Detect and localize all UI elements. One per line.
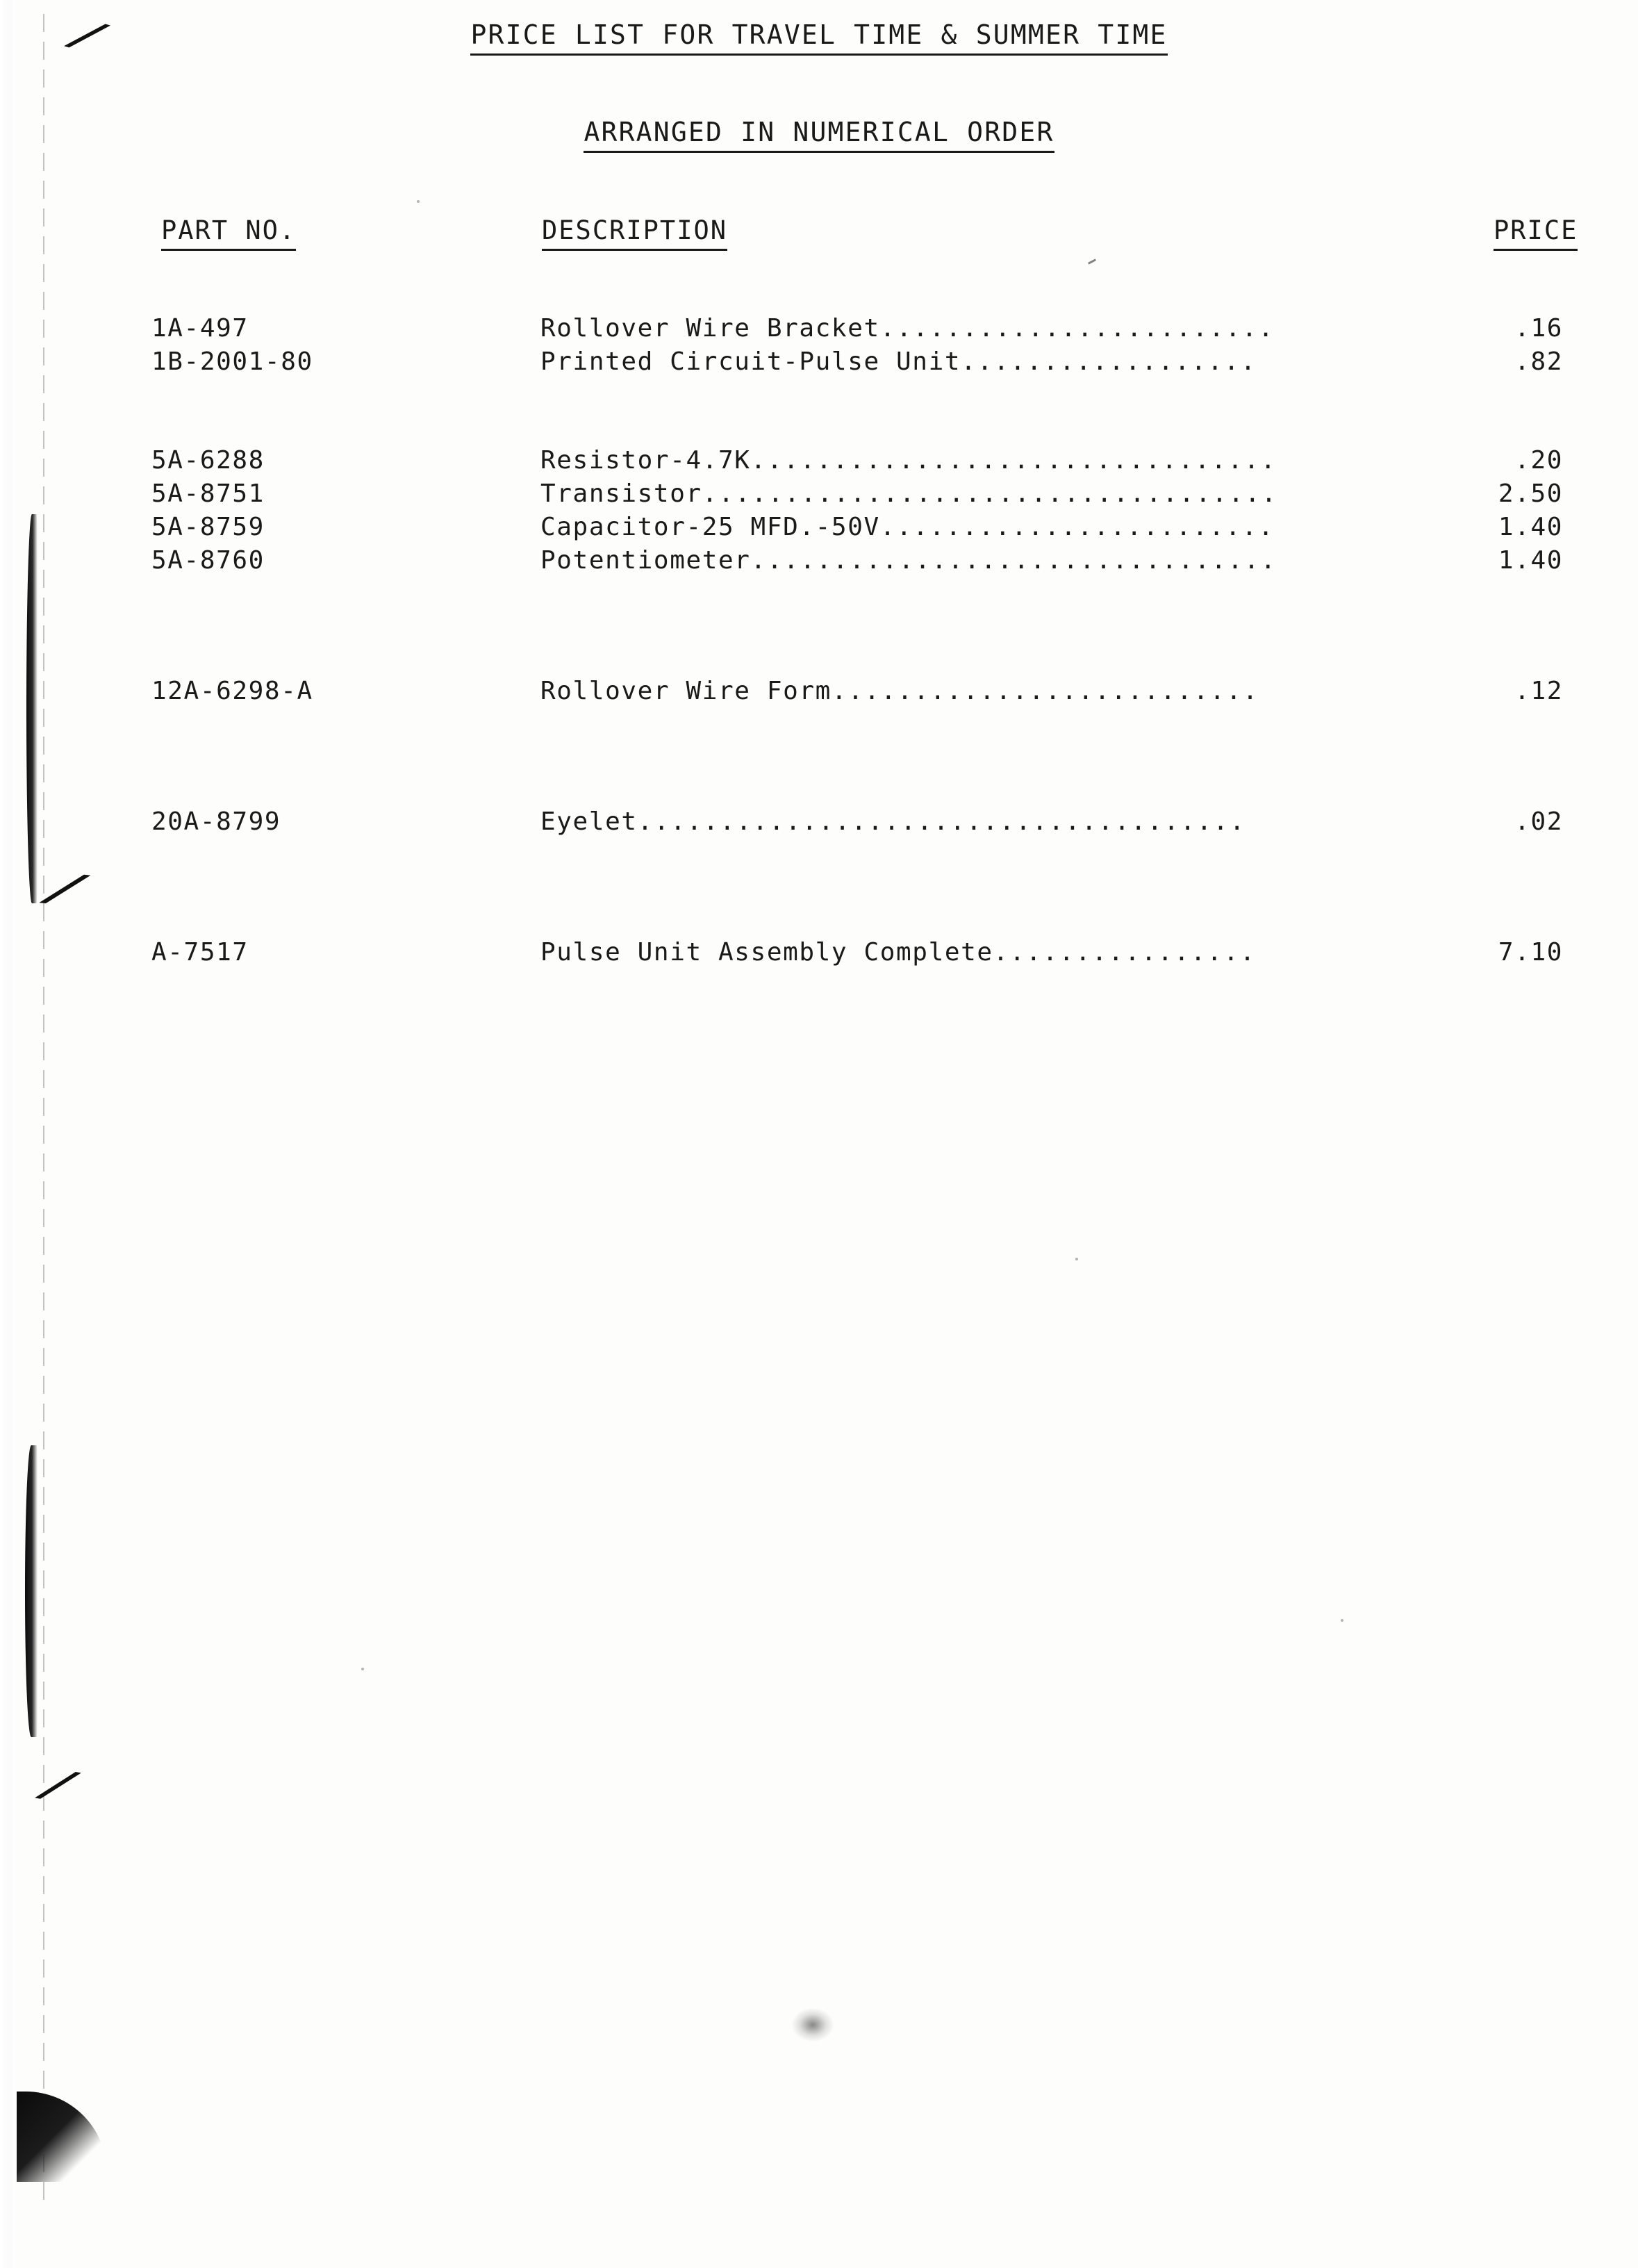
cell-part-no: 20A-8799: [151, 807, 281, 836]
pen-stroke-bottom-icon: ⁄: [47, 1759, 69, 1813]
cell-dot-leader: ................: [993, 938, 1257, 967]
document-title-text: PRICE LIST FOR TRAVEL TIME & SUMMER TIME: [470, 19, 1167, 56]
cell-price: 7.10: [1498, 938, 1563, 967]
cell-description: Resistor-4.7K: [540, 446, 751, 475]
cell-dot-leader: ...................................: [702, 479, 1278, 508]
cell-price: .82: [1514, 347, 1563, 376]
cell-price: 2.50: [1498, 479, 1563, 508]
table-row: [0, 446, 1638, 479]
table-row: [0, 677, 1638, 710]
table-row: [0, 938, 1638, 971]
cell-description: Potentiometer: [540, 546, 751, 575]
cell-description: Pulse Unit Assembly Complete: [540, 938, 993, 967]
price-list-rows: [0, 314, 1638, 971]
cell-description: Rollover Wire Form: [540, 677, 832, 705]
document-title: [0, 19, 1638, 50]
cell-description: Transistor: [540, 479, 702, 508]
cell-dot-leader: ................................: [750, 546, 1277, 575]
cell-part-no: 5A-6288: [151, 446, 265, 475]
pen-stroke-top-icon: ⁄: [74, 10, 100, 63]
cell-price: .02: [1514, 807, 1563, 836]
column-header-part-no: PART NO.: [161, 215, 296, 245]
table-row: [0, 513, 1638, 546]
cell-description: Eyelet: [540, 807, 638, 836]
document-subtitle-text: ARRANGED IN NUMERICAL ORDER: [584, 117, 1054, 153]
column-header-description: DESCRIPTION: [542, 215, 727, 245]
table-row: [0, 314, 1638, 347]
cell-part-no: 5A-8759: [151, 513, 265, 541]
cell-part-no: 1A-497: [151, 314, 249, 343]
cell-dot-leader: ........................: [879, 314, 1275, 343]
column-header-price: PRICE: [1494, 215, 1578, 245]
cell-dot-leader: ................................: [750, 446, 1277, 475]
cell-dot-leader: ........................: [879, 513, 1275, 541]
cell-description: Printed Circuit-Pulse Unit: [540, 347, 961, 376]
cell-part-no: 5A-8760: [151, 546, 265, 575]
table-row: [0, 807, 1638, 841]
document-subtitle: [0, 117, 1638, 147]
cell-part-no: 1B-2001-80: [151, 347, 313, 376]
cell-part-no: 12A-6298-A: [151, 677, 313, 705]
cell-dot-leader: .....................................: [637, 807, 1246, 836]
cell-price: .12: [1514, 677, 1563, 705]
cell-dot-leader: ..........................: [831, 677, 1259, 705]
cell-description: Rollover Wire Bracket: [540, 314, 880, 343]
cell-part-no: A-7517: [151, 938, 249, 967]
cell-part-no: 5A-8751: [151, 479, 265, 508]
cell-dot-leader: ..................: [961, 347, 1257, 376]
table-row: [0, 546, 1638, 580]
cell-price: .16: [1514, 314, 1563, 343]
row-group-gap: [0, 580, 1638, 677]
cell-price: 1.40: [1498, 513, 1563, 541]
column-headers: [0, 215, 1638, 257]
table-row: [0, 347, 1638, 381]
cell-price: .20: [1514, 446, 1563, 475]
row-group-gap: [0, 710, 1638, 807]
cell-price: 1.40: [1498, 546, 1563, 575]
cell-description: Capacitor-25 MFD.-50V: [540, 513, 880, 541]
table-row: [0, 479, 1638, 513]
row-group-gap: [0, 841, 1638, 938]
row-group-gap: [0, 381, 1638, 446]
pen-stroke-middle-icon: ⁄: [54, 864, 75, 916]
